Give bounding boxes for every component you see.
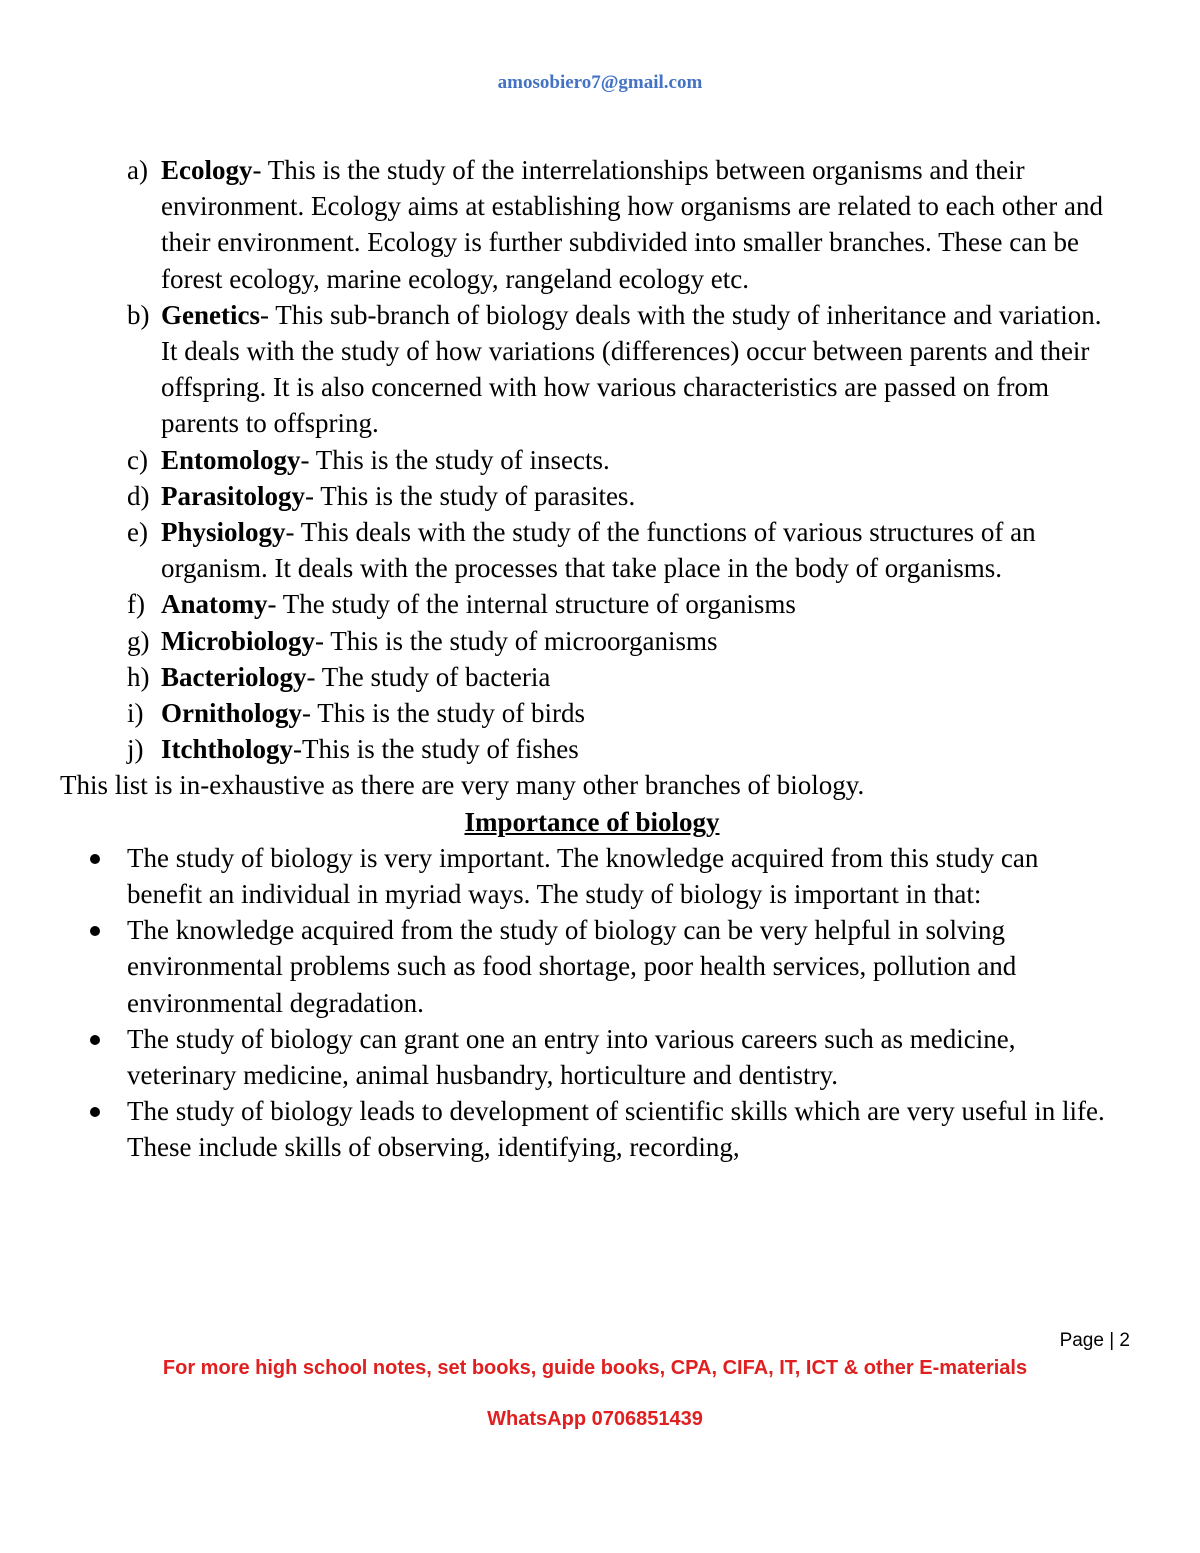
bullet-text: The study of biology leads to development of scientific skills which are very useful in life. These include skills of observing, identifying, recording, — [127, 1096, 1105, 1163]
list-description: - This is the study of parasites. — [304, 480, 636, 511]
list-description: - This deals with the study of the functions of various structures of an organism. It deals with the processes that take place in the body of organisms. — [161, 517, 1036, 584]
list-marker: d) — [127, 480, 150, 511]
list-term: Entomology — [161, 444, 301, 475]
bullet-icon — [90, 1107, 100, 1117]
page-number: Page | 2 — [1059, 1330, 1130, 1351]
list-marker: j) — [127, 734, 144, 765]
list-term: Ornithology — [161, 698, 303, 729]
list-description: - This is the study of the interrelationships between organisms and their environment. Ecology aims at establishing how organisms are related to each other and their environment. Ecology is further subdivided into smaller branches. These can be forest ecology, marine ecology, rangeland ecology etc. — [161, 155, 1103, 294]
list-item — [0, 586, 1200, 622]
list-term: Microbiology — [161, 625, 315, 656]
footer-whatsapp: WhatsApp 0706851439 — [487, 1408, 703, 1430]
list-item — [0, 478, 1200, 514]
list-term: Anatomy — [161, 589, 268, 620]
list-description: - The study of the internal structure of organisms — [267, 589, 796, 620]
list-term: Genetics — [161, 299, 260, 330]
list-description: - The study of bacteria — [306, 661, 551, 692]
list-marker: a) — [127, 155, 148, 185]
list-marker: b) — [127, 299, 150, 330]
list-marker: f) — [127, 589, 145, 620]
list-marker: h) — [127, 661, 150, 692]
list-item — [0, 442, 1200, 478]
list-description: - This sub-branch of biology deals with the study of inheritance and variation. It deals with the study of how variations (differences) occur between parents and their offspring. It is also concerned with how various characteristics are passed on from parents to offspring. — [161, 299, 1102, 439]
list-marker: i) — [127, 698, 144, 729]
list-description: - This is the study of insects. — [300, 444, 610, 475]
list-description: - This is the study of microorganisms — [314, 625, 718, 656]
bullet-icon — [90, 854, 100, 864]
list-item — [0, 623, 1200, 659]
bullet-text: The study of biology is very important. The knowledge acquired from this study can benefit an individual in myriad ways. The study of biology is important in that: — [127, 842, 1039, 910]
list-item — [0, 1021, 1200, 1093]
summary-text: This list is in-exhaustive as there are very many other branches of biology. — [60, 770, 865, 801]
list-item — [0, 912, 1200, 1021]
list-item — [0, 297, 1200, 442]
list-description: -This is the study of fishes — [293, 734, 579, 765]
list-item — [0, 731, 1200, 767]
list-term: Ecology — [161, 155, 253, 185]
document-body — [0, 152, 1200, 1166]
list-item — [0, 840, 1200, 912]
header-email: amosobiero7@gmail.com — [497, 72, 703, 93]
list-term: Itchthology — [161, 734, 294, 765]
list-marker: e) — [127, 517, 148, 548]
bullet-icon — [90, 1035, 100, 1045]
bullet-text: The study of biology can grant one an entry into various careers such as medicine, veterinary medicine, animal husbandry, horticulture and dentistry. — [127, 1023, 1016, 1091]
list-term: Bacteriology — [161, 661, 307, 692]
list-marker: c) — [127, 444, 148, 475]
list-description: - This is the study of birds — [302, 698, 586, 729]
list-item — [0, 1093, 1200, 1165]
footer-promo: For more high school notes, set books, guide books, CPA, CIFA, IT, ICT & other E-materials — [162, 1357, 1028, 1379]
bullet-text: The knowledge acquired from the study of biology can be very helpful in solving environmental problems such as food shortage, poor health services, pollution and environmental degradation. — [127, 915, 1017, 1018]
list-item — [0, 152, 1200, 297]
section-heading: Importance of biology — [464, 806, 720, 837]
list-item — [0, 514, 1200, 586]
list-term: Parasitology — [161, 480, 305, 511]
bullet-icon — [90, 926, 100, 936]
list-marker: g) — [127, 625, 150, 656]
list-term: Physiology — [161, 517, 286, 548]
list-item — [0, 659, 1200, 695]
list-item — [0, 695, 1200, 731]
importance-list — [0, 840, 1200, 1166]
branches-list — [0, 152, 1200, 767]
